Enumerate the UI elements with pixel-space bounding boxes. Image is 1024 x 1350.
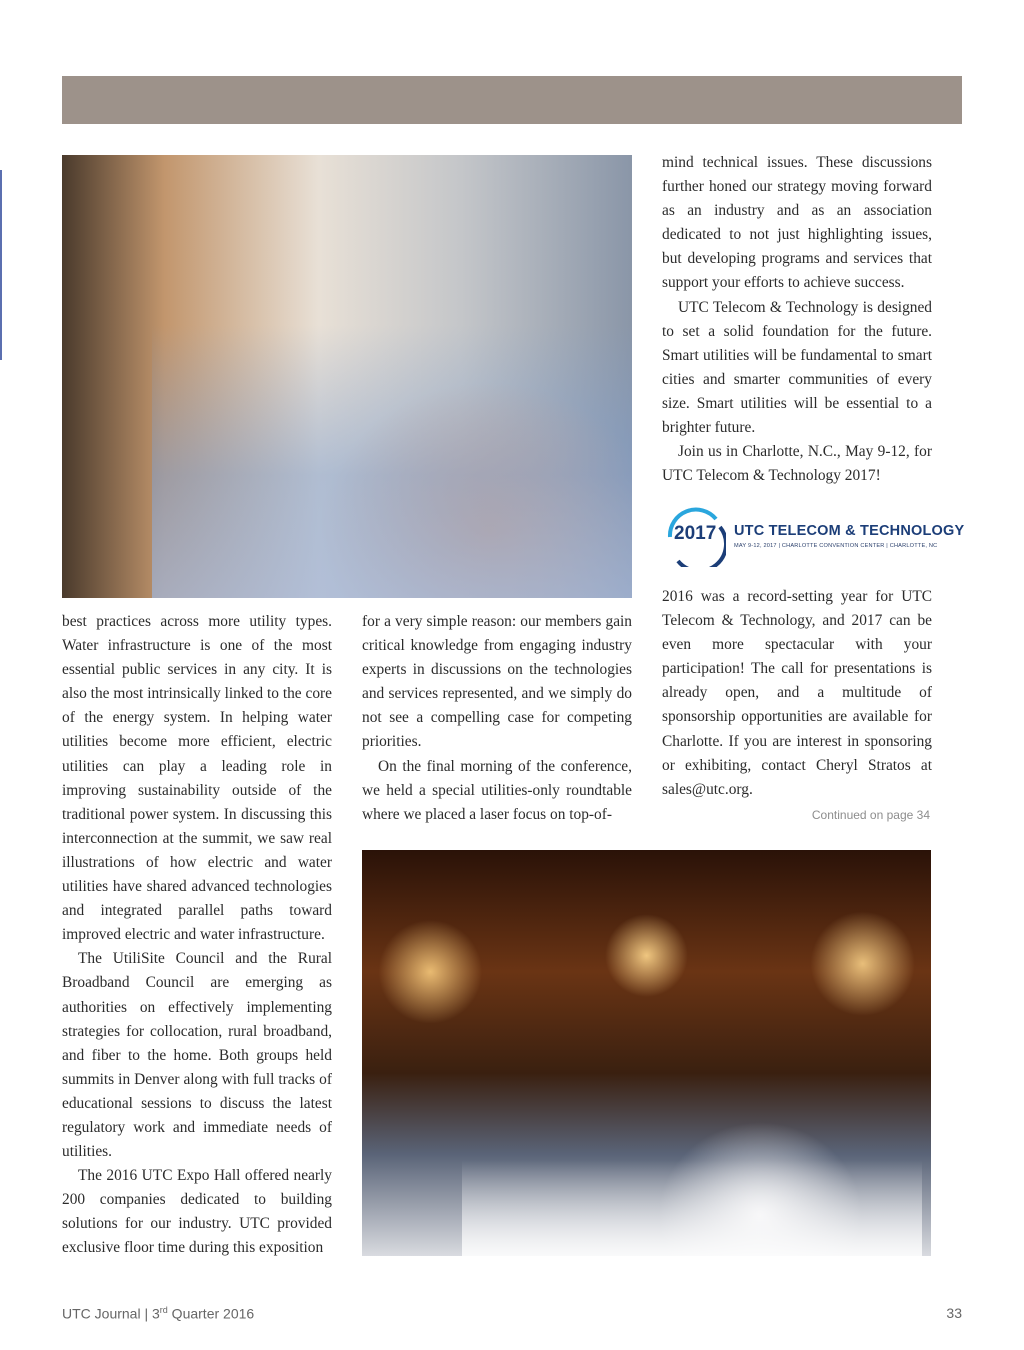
footer-journal-name: UTC Journal | 3 <box>62 1305 160 1322</box>
paragraph: The UtiliSite Council and the Rural Broadband Council are emerging as authorities on effectively implementing strategies for collocation, rural broadband, and fiber to the home. Both groups held summits in Denver along with full tracks of educational sessions to discuss the latest regulatory work and immediate needs of utilities. <box>62 950 332 1161</box>
page-number: 33 <box>946 1305 962 1321</box>
paragraph: UTC Telecom & Technology is designed to set a solid foundation for the future. Smart utilities will be fundamental to smart cities and smarter communities of every size. Smart utilities will be essential to a brighter future. <box>662 298 932 437</box>
logo-title: UTC TELECOM & TECHNOLOGY <box>734 523 965 539</box>
paragraph: mind technical issues. These discussions further honed our strategy moving forward as an industry and as an association dedicated to not just highlighting issues, but developing programs and services that support your efforts to achieve success. <box>662 154 932 292</box>
continued-note: Continued on page 34 <box>811 808 930 822</box>
paragraph: Join us in Charlotte, N.C., May 9-12, for UTC Telecom & Technology 2017! <box>662 443 932 485</box>
utc-telecom-logo <box>664 503 965 569</box>
paragraph: best practices across more utility types. Water infrastructure is one of the most essential public services in any city. It is also the most intrinsically linked to the core of the energy system. In helping water utilities become more efficient, electric utilities can play a leading role in improving sustainability outside of the traditional power system. In discussing this interconnection at the summit, we saw real illustrations of how electric and water utilities have shared advanced technologies and integrated parallel paths toward improved electric and water infrastructure. <box>62 613 332 944</box>
paragraph: 2016 was a record-setting year for UTC Telecom & Technology, and 2017 can be even more spectacular with your participation! The call for presentations is already open, and a multitude of sponsorship opportunities are available for Charlotte. If you are interest in sponsoring or exhibiting, contact Cheryl Stratos at sales@utc.org. <box>662 588 932 798</box>
logo-subtitle: MAY 9-12, 2017 | CHARLOTTE CONVENTION CENTER | CHARLOTTE, NC <box>734 543 938 549</box>
left-edge-mark <box>0 170 2 360</box>
conference-attendees-photo <box>62 155 632 598</box>
article-column-2 <box>362 610 632 827</box>
photo-icon <box>62 155 63 156</box>
article-column-3-top <box>662 151 932 488</box>
paragraph: On the final morning of the conference, we held a special utilities-only roundtable where we placed a laser focus on top-of- <box>362 757 632 823</box>
logo-year: 2017 <box>674 523 717 544</box>
photo-icon <box>362 850 363 851</box>
footer-quarter: Quarter 2016 <box>167 1305 255 1322</box>
article-column-3-bottom <box>662 585 932 802</box>
banquet-buffet-photo <box>362 850 931 1256</box>
paragraph: for a very simple reason: our members gain critical knowledge from engaging industry experts in discussions on the technologies and services represented, and we simply do not see a compelling case for competing priorities. <box>362 613 632 751</box>
paragraph: The 2016 UTC Expo Hall offered nearly 200 companies dedicated to building solutions for our industry. UTC provided exclusive floor time during this exposition <box>62 1167 332 1257</box>
footer-ordinal: rd <box>159 1305 168 1315</box>
header-bar <box>62 76 962 124</box>
article-column-1 <box>62 610 332 1261</box>
footer-journal <box>62 1305 254 1322</box>
